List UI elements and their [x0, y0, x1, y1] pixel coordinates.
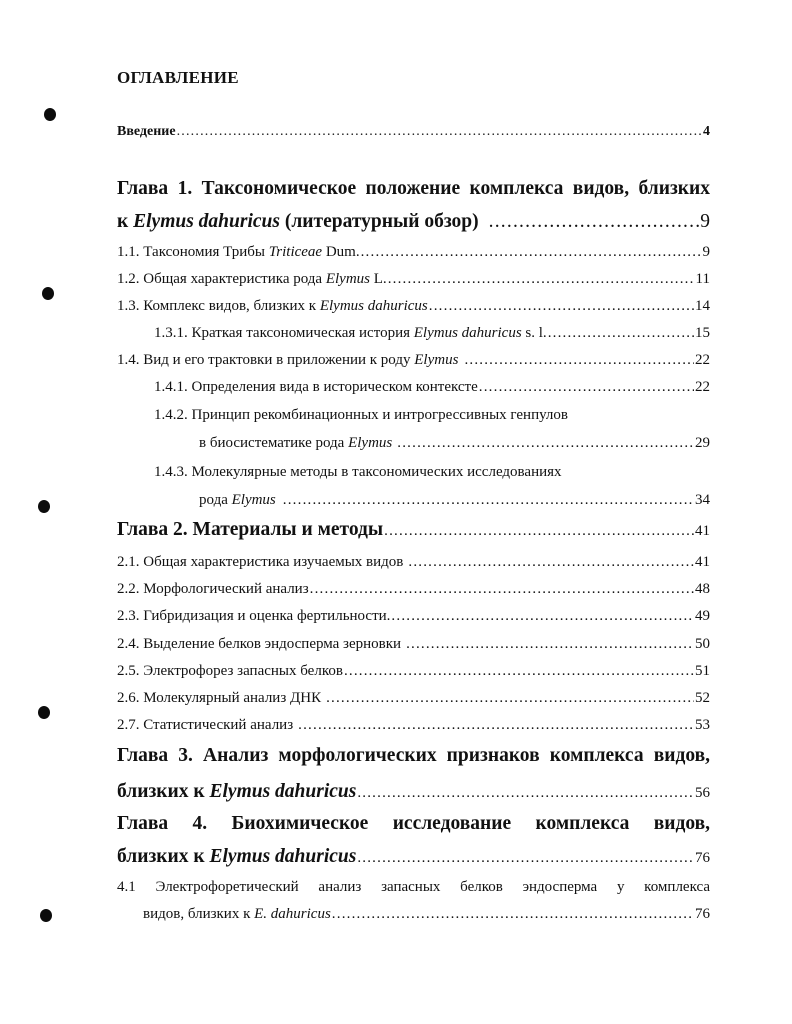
- leader-dots: [177, 124, 702, 140]
- toc-chapter-1-line1[interactable]: Глава 1. Таксономическое положение комплекса видов, близких: [117, 178, 710, 199]
- toc-section-1-1[interactable]: 1.1. Таксономия Трибы Triticeae Dum. ..... 9: [117, 244, 710, 261]
- toc-section-1-4[interactable]: 1.4. Вид и его трактовки в приложении к роду Elymus ..... 22: [117, 352, 710, 369]
- leader-dots: [429, 298, 694, 315]
- page-number: 48: [695, 581, 710, 597]
- toc-section-1-3-1[interactable]: 1.3.1. Краткая таксономическая история Elymus dahuricus s. l. ..... 15: [117, 325, 710, 342]
- leader-dots: [326, 690, 694, 707]
- toc-section-2-6[interactable]: 2.6. Молекулярный анализ ДНК ..... 52: [117, 690, 710, 707]
- leader-dots: [388, 271, 695, 288]
- page-number: 14: [695, 298, 710, 314]
- page-number: 51: [695, 663, 710, 679]
- page-number: 76: [695, 906, 710, 922]
- page-number: 56: [695, 785, 710, 801]
- page-number: 4: [703, 124, 710, 139]
- leader-dots: [548, 325, 694, 342]
- toc-chapter-3-line1[interactable]: Глава 3. Анализ морфологических признаков комплекса видов,: [117, 745, 710, 766]
- toc-section-4-1-line1[interactable]: 4.1 Электрофоретический анализ запасных белков эндосперма у комплекса: [117, 879, 710, 895]
- leader-dots: [357, 850, 694, 867]
- page-number: 11: [695, 271, 710, 287]
- toc-section-1-3[interactable]: 1.3. Комплекс видов, близких к Elymus dahuricus ..... 14: [117, 298, 710, 315]
- leader-dots: [489, 211, 700, 233]
- leader-dots: [397, 435, 694, 452]
- toc-section-2-2[interactable]: 2.2. Морфологический анализ ..... 48: [117, 581, 710, 598]
- leader-dots: [332, 906, 694, 923]
- leader-dots: [406, 636, 694, 653]
- page-title: ОГЛАВЛЕНИЕ: [117, 68, 239, 87]
- toc-chapter-4-line1[interactable]: Глава 4. Биохимическое исследование комплекса видов,: [117, 813, 710, 834]
- page-number: 29: [695, 435, 710, 451]
- toc-chapter-3-line2[interactable]: близких к Elymus dahuricus ..... 56: [117, 781, 710, 803]
- leader-dots: [384, 523, 694, 540]
- leader-dots: [283, 492, 694, 509]
- punch-hole-mark: [38, 706, 50, 719]
- leader-dots: [391, 608, 694, 625]
- punch-hole-mark: [42, 287, 54, 300]
- toc-entry-introduction[interactable]: Введение ..... 4: [117, 124, 710, 140]
- punch-hole-mark: [38, 500, 50, 513]
- page-number: 15: [695, 325, 710, 341]
- toc-section-2-4[interactable]: 2.4. Выделение белков эндосперма зерновки ..... 50: [117, 636, 710, 653]
- page-number: 49: [695, 608, 710, 624]
- page-number: 22: [695, 352, 710, 368]
- toc-chapter-4-line2[interactable]: близких к Elymus dahuricus ..... 76: [117, 846, 710, 868]
- page-number: 9: [700, 211, 710, 232]
- leader-dots: [344, 663, 694, 680]
- page-number: 53: [695, 717, 710, 733]
- page-number: 52: [695, 690, 710, 706]
- page-number: 76: [695, 850, 710, 866]
- leader-dots: [361, 244, 702, 261]
- toc-section-2-3[interactable]: 2.3. Гибридизация и оценка фертильности. ..... 49: [117, 608, 710, 625]
- leader-dots: [310, 581, 694, 598]
- toc-chapter-2[interactable]: Глава 2. Материалы и методы ..... 41: [117, 519, 710, 541]
- toc-section-2-1[interactable]: 2.1. Общая характеристика изучаемых видов ..... 41: [117, 554, 710, 571]
- toc-section-1-4-2-line2[interactable]: в биосистематике рода Elymus ..... 29: [117, 435, 710, 452]
- leader-dots: [357, 785, 694, 802]
- page-number: 9: [702, 244, 710, 260]
- leader-dots: [464, 352, 694, 369]
- toc-section-2-7[interactable]: 2.7. Статистический анализ ..... 53: [117, 717, 710, 734]
- toc-section-1-4-3-line2[interactable]: рода Elymus ..... 34: [117, 492, 710, 509]
- punch-hole-mark: [44, 108, 56, 121]
- page-number: 41: [695, 554, 710, 570]
- leader-dots: [479, 379, 694, 396]
- leader-dots: [408, 554, 694, 571]
- toc-section-1-4-3-line1[interactable]: 1.4.3. Молекулярные методы в таксономических исследованиях: [154, 464, 562, 480]
- toc-chapter-1-line2[interactable]: к Elymus dahuricus (литературный обзор) ..... 9: [117, 211, 710, 233]
- toc-section-1-2[interactable]: 1.2. Общая характеристика рода Elymus L. ..... 11: [117, 271, 710, 288]
- toc-section-2-5[interactable]: 2.5. Электрофорез запасных белков ..... 51: [117, 663, 710, 680]
- page-number: 34: [695, 492, 710, 508]
- toc-section-4-1-line2[interactable]: видов, близких к E. dahuricus ..... 76: [117, 906, 710, 923]
- punch-hole-mark: [40, 909, 52, 922]
- page-number: 50: [695, 636, 710, 652]
- page-number: 22: [695, 379, 710, 395]
- toc-section-1-4-2-line1[interactable]: 1.4.2. Принцип рекомбинационных и интрогрессивных генпулов: [154, 407, 569, 423]
- page-number: 41: [695, 523, 710, 539]
- toc-section-1-4-1[interactable]: 1.4.1. Определения вида в историческом контексте ..... 22: [117, 379, 710, 396]
- leader-dots: [298, 717, 694, 734]
